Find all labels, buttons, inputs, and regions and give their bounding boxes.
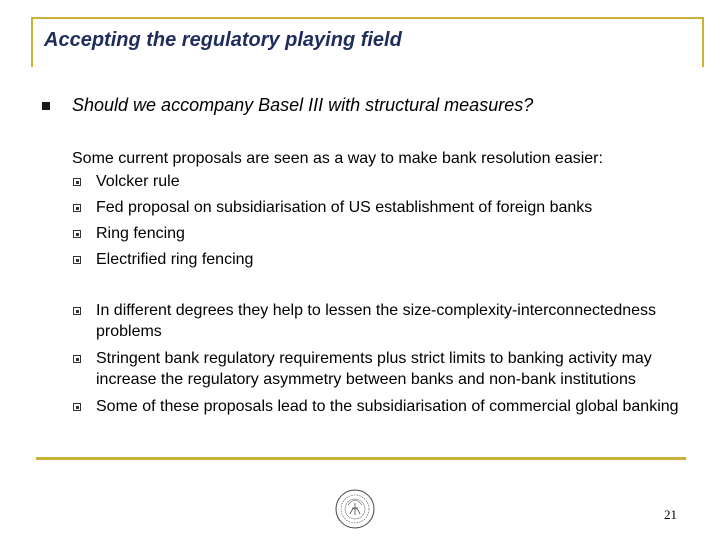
- proposal-label: Ring fencing: [96, 225, 185, 242]
- checkbox-bullet-icon: [73, 204, 81, 212]
- checkbox-bullet-icon: [73, 403, 81, 411]
- list-item: [70, 396, 680, 417]
- main-point-text: Should we accompany Basel III with structural measures?: [72, 95, 534, 115]
- checkbox-bullet-icon: [73, 230, 81, 238]
- proposal-label: Fed proposal on subsidiarisation of US establishment of foreign banks: [96, 199, 593, 216]
- main-bullet-icon: [42, 102, 50, 110]
- observation-text: In different degrees they help to lessen the size-complexity-interconnectedness problems: [96, 302, 657, 340]
- list-item: [70, 249, 592, 275]
- list-item: [70, 197, 592, 223]
- footer-divider: [36, 457, 686, 460]
- checkbox-bullet-icon: [73, 178, 81, 186]
- checkbox-bullet-icon: [73, 307, 81, 315]
- proposal-label: Volcker rule: [96, 173, 180, 190]
- list-item: [70, 300, 680, 342]
- list-item: [70, 348, 680, 390]
- list-item: [70, 171, 592, 197]
- page-number: 21: [664, 507, 677, 522]
- proposal-label: Electrified ring fencing: [96, 251, 254, 268]
- institution-seal-icon: [334, 488, 376, 530]
- title-frame-top-border: [31, 17, 704, 19]
- intro-text: Some current proposals are seen as a way to make bank resolution easier:: [72, 150, 603, 167]
- observation-text: Stringent bank regulatory requirements plus strict limits to banking activity may increase the regulatory asymmetry between banks and non-bank institutions: [96, 350, 652, 388]
- slide-title: Accepting the regulatory playing field: [44, 29, 402, 51]
- observation-text: Some of these proposals lead to the subsidiarisation of commercial global banking: [96, 398, 679, 415]
- checkbox-bullet-icon: [73, 355, 81, 363]
- title-frame-right-border: [702, 17, 704, 67]
- list-item: [70, 223, 592, 249]
- proposals-list: [70, 171, 592, 275]
- observations-list: [70, 300, 680, 423]
- checkbox-bullet-icon: [73, 256, 81, 264]
- title-frame-left-border: [31, 17, 33, 67]
